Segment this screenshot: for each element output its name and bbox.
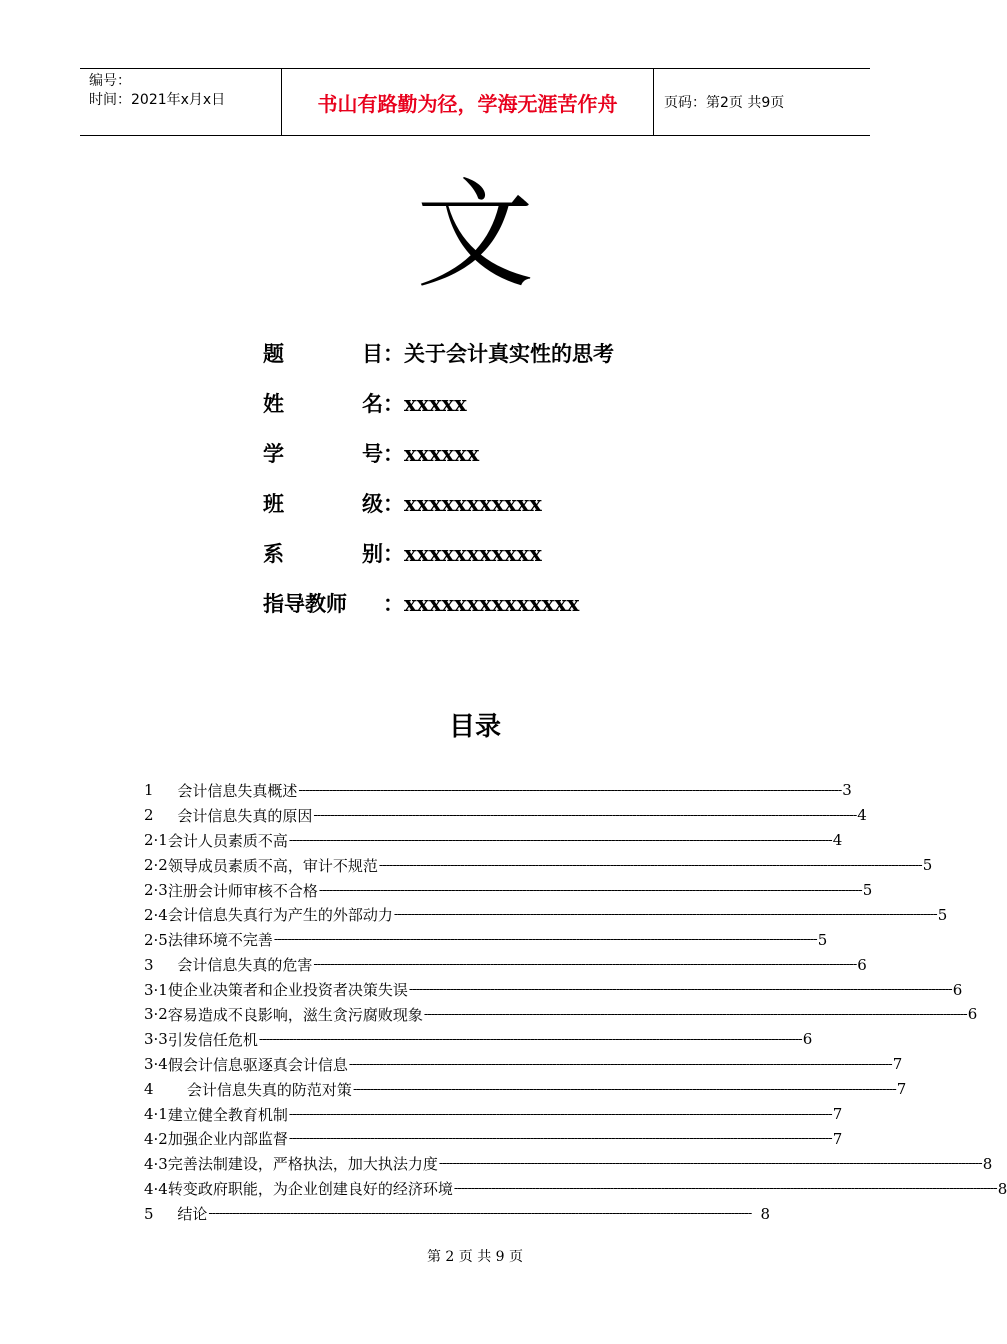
toc-entry-title: 会计信息失真行为产生的外部动力: [167, 906, 393, 925]
toc-entry-title: 转变政府职能，为企业创建良好的经济环境: [167, 1180, 453, 1199]
info-label-text: 目: [362, 342, 383, 366]
toc-entry-number: 2·2: [144, 856, 168, 875]
toc-entry-title: 领导成员素质不高，审计不规范: [167, 856, 378, 875]
document-time-label: 时间：2021年x月x日: [89, 92, 226, 108]
info-value: xxxxxxxxxxx: [404, 541, 542, 566]
toc-entry-number: 3·2: [144, 1005, 168, 1024]
toc-dot-leader: ----------------------------------------------------------------------------------------------------------------------------------------------------------------: [453, 1181, 997, 1197]
toc-entry[interactable]: [144, 927, 828, 952]
info-label: [263, 588, 383, 618]
toc-entry-number: 3: [144, 955, 178, 974]
toc-entry-title: 会计信息失真的危害: [177, 956, 313, 975]
toc-entry[interactable]: [144, 853, 933, 878]
toc-entry-title: 容易造成不良影响，滋生贪污腐败现象: [167, 1005, 423, 1024]
toc-entry-page: 6: [952, 980, 963, 999]
toc-entry-title: 加强企业内部监督: [167, 1130, 288, 1149]
toc-entry-page: 6: [802, 1030, 813, 1049]
toc-entry-number: 4: [144, 1080, 187, 1099]
info-label-text: 姓: [263, 392, 284, 416]
toc-entry-number: 2·5: [144, 930, 168, 949]
toc-dot-leader: ----------------------------------------------------------------------------------------------------------------------------------------------------------------: [348, 1056, 892, 1072]
header-meta: [80, 69, 282, 135]
info-value: 关于会计真实性的思考: [404, 342, 614, 366]
toc-dot-leader: ----------------------------------------------------------------------------------------------------------------------------------------------------------------: [318, 882, 862, 898]
table-of-contents: [144, 778, 1007, 1226]
toc-entry-number: 2·1: [144, 831, 168, 850]
info-row: [263, 388, 614, 438]
toc-entry-title: 引发信任危机: [167, 1030, 258, 1049]
toc-entry-title: 会计信息失真的原因: [177, 806, 313, 825]
toc-entry-number: 4·2: [144, 1129, 168, 1148]
toc-entry[interactable]: [144, 1201, 770, 1226]
toc-entry-title: 使企业决策者和企业投资者决策失误: [167, 981, 408, 1000]
toc-entry-page: 3: [842, 781, 852, 800]
toc-entry-page: 7: [892, 1055, 903, 1074]
toc-entry-number: 4·3: [144, 1154, 168, 1173]
toc-entry-page: 6: [967, 1005, 978, 1024]
toc-entry[interactable]: [144, 1102, 843, 1127]
toc-entry-page: 7: [896, 1080, 907, 1099]
toc-entry-number: 2: [144, 806, 178, 825]
toc-dot-leader: ----------------------------------------------------------------------------------------------------------------------------------------------------------------: [273, 932, 817, 948]
toc-entry-title: 完善法制建设，严格执法，加大执法力度: [167, 1155, 438, 1174]
toc-entry-number: 5: [144, 1204, 178, 1223]
info-colon: ：: [383, 342, 404, 366]
toc-entry[interactable]: [144, 1151, 993, 1176]
info-label-text: 号: [362, 442, 383, 466]
info-value: xxxxxxxxxxx: [404, 491, 542, 516]
info-value: xxxxx: [404, 391, 467, 416]
toc-entry-page: 5: [817, 930, 828, 949]
cover-info-fields: [263, 338, 614, 638]
toc-entry-page: 8: [982, 1154, 993, 1173]
toc-entry-number: 1: [144, 781, 178, 800]
toc-entry-page: 8: [997, 1179, 1007, 1198]
toc-entry[interactable]: [144, 902, 948, 927]
toc-entry-title: 注册会计师审核不合格: [167, 881, 318, 900]
info-label-text: 题: [263, 342, 284, 366]
info-row: [263, 538, 614, 588]
toc-entry-number: 4·1: [144, 1105, 168, 1124]
info-label-text: 别: [362, 542, 383, 566]
toc-dot-leader: ----------------------------------------------------------------------------------------------------------------------------------------------------------------: [313, 957, 857, 973]
toc-entry-title: 会计信息失真概述: [177, 781, 298, 800]
info-value: xxxxxx: [404, 441, 480, 466]
toc-entry[interactable]: [144, 778, 852, 803]
toc-entry[interactable]: [144, 878, 873, 903]
toc-dot-leader: ----------------------------------------------------------------------------------------------------------------------------------------------------------------: [313, 807, 857, 823]
info-label: [263, 488, 383, 518]
toc-entry-page: 4: [832, 831, 843, 850]
info-colon: ：: [383, 542, 404, 566]
toc-entry[interactable]: [144, 952, 867, 977]
toc-entry[interactable]: [144, 977, 963, 1002]
toc-dot-leader: ----------------------------------------------------------------------------------------------------------------------------------------------------------------: [423, 1006, 967, 1022]
info-row: [263, 488, 614, 538]
toc-dot-leader: ----------------------------------------------------------------------------------------------------------------------------------------------------------------: [288, 832, 832, 848]
toc-entry-title: 法律环境不完善: [167, 931, 273, 950]
toc-entry-title: 会计人员素质不高: [167, 831, 288, 850]
info-row: [263, 588, 614, 638]
info-label-text: 级: [362, 492, 383, 516]
toc-entry-page: 4: [857, 806, 867, 825]
toc-dot-leader: ----------------------------------------------------------------------------------------------------------------------------------------------------------------: [298, 782, 842, 798]
toc-entry[interactable]: [144, 1126, 843, 1151]
toc-entry-page: 6: [857, 955, 867, 974]
toc-entry[interactable]: [144, 1077, 907, 1102]
info-colon: ：: [383, 492, 404, 516]
toc-dot-leader: ----------------------------------------------------------------------------------------------------------------------------------------------------------------: [258, 1031, 802, 1047]
info-label: [263, 438, 383, 468]
toc-entry-number: 3·3: [144, 1030, 168, 1049]
toc-entry[interactable]: [144, 1002, 978, 1027]
toc-entry-page: 7: [832, 1105, 843, 1124]
toc-dot-leader: ----------------------------------------------------------------------------------------------------------------------------------------------------------------: [352, 1081, 896, 1097]
toc-entry[interactable]: [144, 803, 867, 828]
toc-title: 目录: [448, 712, 501, 742]
info-label-text: 学: [263, 442, 284, 466]
document-number-label: 编号：: [89, 73, 131, 89]
toc-entry-title: 建立健全教育机制: [167, 1105, 288, 1124]
toc-dot-leader: ----------------------------------------------------------------------------------------------------------------------------------------------------------------: [393, 907, 937, 923]
toc-dot-leader: ----------------------------------------------------------------------------------------------------------------------------------------------------------------: [288, 1106, 832, 1122]
toc-entry-page: 5: [937, 905, 948, 924]
toc-entry-title: 假会计信息驱逐真会计信息: [167, 1055, 348, 1074]
header-motto: 书山有路勤为径，学海无涯苦作舟: [282, 69, 654, 135]
toc-dot-leader: ----------------------------------------------------------------------------------------------------------------------------------------------------------------: [408, 982, 952, 998]
toc-entry-number: 2·3: [144, 881, 168, 899]
toc-entry[interactable]: [144, 1052, 903, 1077]
toc-entry[interactable]: [144, 828, 843, 853]
toc-entry-page: 8: [760, 1204, 770, 1223]
info-label-text: 指导教师: [263, 592, 347, 616]
info-label: [263, 538, 383, 568]
info-value: xxxxxxxxxxxxxx: [404, 591, 580, 616]
toc-entry-page: 5: [922, 856, 933, 875]
toc-entry[interactable]: [144, 1176, 1007, 1201]
toc-entry-title: 会计信息失真的防范对策: [186, 1080, 352, 1099]
header-page-info: 页码：第2页 共9页: [664, 95, 785, 111]
toc-entry-number: 3·1: [144, 980, 168, 999]
toc-entry-page: 7: [832, 1129, 843, 1148]
info-label: [263, 388, 383, 418]
info-label-text: 名: [362, 392, 383, 416]
toc-entry-number: 2·4: [144, 905, 168, 924]
info-row: [263, 438, 614, 488]
toc-dot-leader: ----------------------------------------------------------------------------------------------------------------------------------------------------------------: [378, 857, 922, 873]
info-row: [263, 338, 614, 388]
toc-dot-leader: ----------------------------------------------------------------------------------------------------------------------------------------------------------------: [288, 1131, 832, 1147]
toc-dot-leader: ----------------------------------------------------------------------------------------------------------------------------------------------------------------: [438, 1156, 982, 1172]
toc-entry-number: 4·4: [144, 1179, 168, 1198]
info-label: [263, 338, 383, 368]
toc-dot-leader: ----------------------------------------------------------------------------------------------------------------------------------------------------------------: [208, 1206, 752, 1222]
toc-entry[interactable]: [144, 1027, 813, 1052]
toc-entry-number: 3·4: [144, 1055, 168, 1074]
toc-entry-title: 结论: [177, 1205, 208, 1224]
info-label-text: 班: [263, 492, 284, 516]
info-colon: ：: [383, 592, 404, 616]
cover-big-character: 文: [415, 166, 534, 304]
info-colon: ：: [383, 392, 404, 416]
page-footer: 第 2 页 共 9 页: [426, 1249, 524, 1265]
info-colon: ：: [383, 442, 404, 466]
toc-entry-page: 5: [862, 881, 873, 899]
page-header: [80, 68, 870, 136]
info-label-text: 系: [263, 542, 284, 566]
